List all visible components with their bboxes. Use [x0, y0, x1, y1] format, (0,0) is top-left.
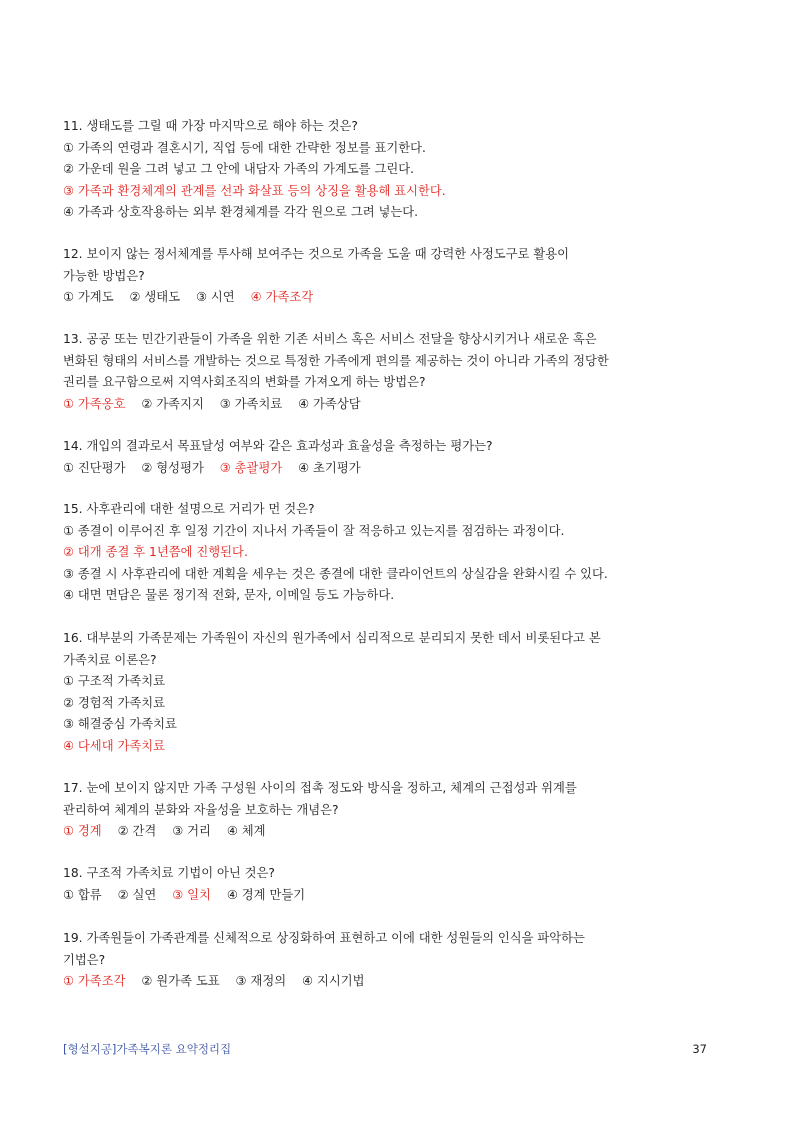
option: ① 합류	[63, 887, 102, 902]
option-answer: ① 가족옹호	[63, 396, 126, 411]
option: ① 종결이 이루어진 후 일정 기간이 지나서 가족들이 잘 적응하고 있는지를 점검하는 과정이다.	[63, 523, 565, 538]
options-row	[63, 821, 743, 843]
question-stem: 관리하여 체계의 분화와 자율성을 보호하는 개념은?	[63, 802, 339, 817]
question-stem: 기법은?	[63, 952, 106, 967]
option-answer: ③ 일치	[172, 887, 211, 902]
option: ② 실연	[117, 887, 157, 902]
question-13	[63, 329, 743, 415]
option: ④ 지시기법	[302, 974, 365, 988]
option: ③ 가족치료	[219, 396, 283, 411]
option: ③ 종결 시 사후관리에 대한 계획을 세우는 것은 종결에 대한 클라이언트의 상실감을 완화시킬 수 있다.	[63, 566, 608, 581]
option: ① 가계도	[63, 290, 114, 304]
option-answer: ① 가족조각	[63, 974, 126, 988]
options-row	[63, 885, 743, 907]
question-stem: 12. 보이지 않는 정서체계를 투사해 보여주는 것으로 가족을 도울 때 강력한 사정도구로 활용이	[63, 247, 569, 261]
footer-title: [형설지공]가족복지론 요약정리집	[63, 1042, 232, 1056]
question-stem: 13. 공공 또는 민간기관들이 가족을 위한 기존 서비스 혹은 서비스 전달을 향상시키거나 새로운 혹은	[63, 332, 597, 346]
option: ④ 가족상담	[298, 396, 361, 411]
question-12	[63, 244, 743, 309]
options-row	[63, 394, 743, 416]
option: ① 가족의 연령과 결혼시기, 직업 등에 대한 간략한 정보를 표기한다.	[63, 140, 426, 155]
option: ② 가족지지	[141, 396, 204, 411]
question-stem: 14. 개입의 결과로서 목표달성 여부와 같은 효과성과 효율성을 측정하는 평가는?	[63, 439, 493, 453]
option: ② 간격	[117, 824, 157, 838]
option: ④ 체계	[226, 824, 266, 838]
option: ② 생태도	[129, 290, 181, 304]
page-number: 37	[692, 1042, 707, 1056]
option: ③ 거리	[172, 824, 211, 838]
question-stem: 11. 생태도를 그릴 때 가장 마지막으로 해야 하는 것은?	[63, 119, 358, 133]
option-answer: ③ 가족과 환경체계의 관계를 선과 화살표 등의 상징을 활용해 표시한다.	[63, 183, 446, 198]
question-stem: 가족치료 이론은?	[63, 652, 157, 667]
question-17	[63, 778, 743, 843]
question-stem: 16. 대부분의 가족문제는 가족원이 자신의 원가족에서 심리적으로 분리되지 못한 데서 비롯된다고 본	[63, 631, 601, 645]
option: ② 형성평가	[141, 460, 204, 475]
option: ③ 해결중심 가족치료	[63, 717, 177, 731]
question-11	[63, 116, 743, 224]
option-answer: ④ 다세대 가족치료	[63, 738, 165, 753]
option: ④ 대면 면담은 물론 정기적 전화, 문자, 이메일 등도 가능하다.	[63, 588, 395, 602]
option-answer: ③ 총괄평가	[219, 460, 283, 475]
question-14	[63, 436, 743, 479]
option: ② 가운데 원을 그려 넣고 그 안에 내담자 가족의 가계도를 그린다.	[63, 162, 414, 176]
option: ③ 시연	[196, 290, 235, 304]
question-stem: 가능한 방법은?	[63, 268, 145, 283]
option: ③ 재정의	[235, 974, 287, 988]
option: ② 경험적 가족치료	[63, 695, 165, 710]
question-19	[63, 928, 743, 993]
options-row	[63, 287, 743, 309]
option-answer: ① 경계	[63, 824, 102, 838]
options-row	[63, 971, 743, 993]
option: ④ 가족과 상호작용하는 외부 환경체계를 각각 원으로 그려 넣는다.	[63, 205, 419, 219]
question-15	[63, 499, 743, 607]
option-answer: ④ 가족조각	[250, 290, 314, 304]
question-stem: 18. 구조적 가족치료 기법이 아닌 것은?	[63, 866, 275, 880]
question-18	[63, 863, 743, 906]
option: ① 진단평가	[63, 460, 126, 475]
options-row	[63, 458, 743, 480]
question-stem: 17. 눈에 보이지 않지만 가족 구성원 사이의 접촉 정도와 방식을 정하고, 체계의 근접성과 위계를	[63, 781, 577, 795]
question-stem: 변화된 형태의 서비스를 개발하는 것으로 특정한 가족에게 편의를 제공하는 것이 아니라 가족의 정당한	[63, 353, 609, 368]
question-stem: 권리를 요구함으로써 지역사회조직의 변화를 가져오게 하는 방법은?	[63, 375, 426, 389]
option: ④ 경계 만들기	[226, 887, 306, 902]
option: ② 원가족 도표	[141, 974, 220, 988]
option: ① 구조적 가족치료	[63, 674, 165, 688]
option-answer: ② 대개 종결 후 1년쯤에 진행된다.	[63, 545, 248, 559]
question-16	[63, 628, 743, 757]
question-stem: 19. 가족원들이 가족관계를 신체적으로 상징화하여 표현하고 이에 대한 성원들의 인식을 파악하는	[63, 931, 585, 945]
option: ④ 초기평가	[298, 460, 361, 475]
question-stem: 15. 사후관리에 대한 설명으로 거리가 먼 것은?	[63, 502, 315, 516]
